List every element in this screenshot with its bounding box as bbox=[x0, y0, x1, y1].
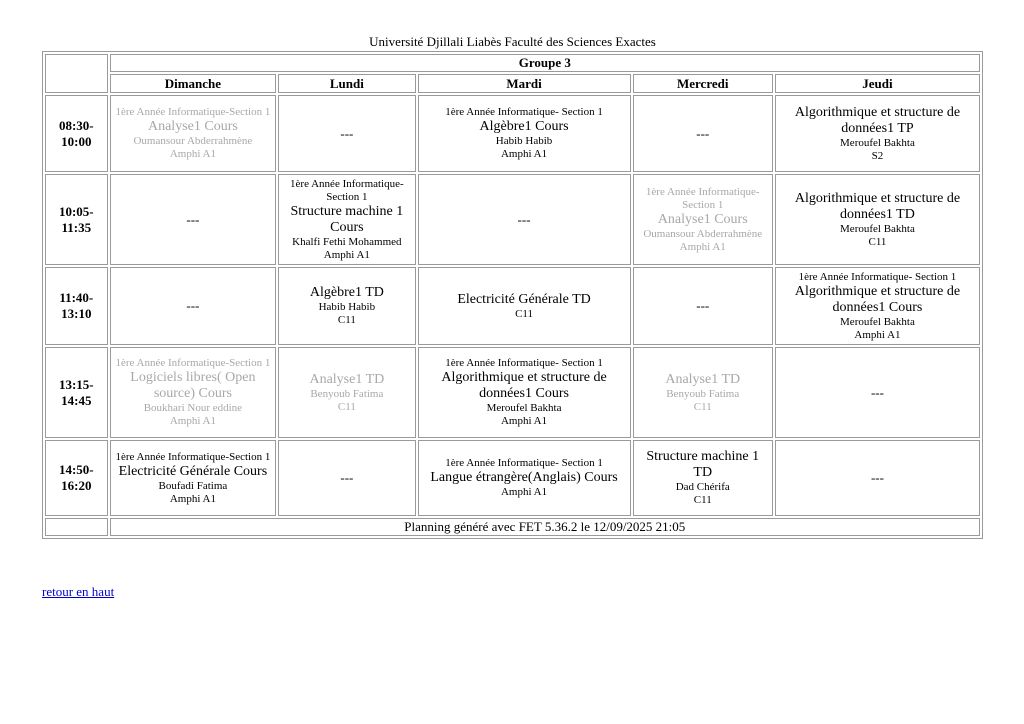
back-to-top-link[interactable]: retour en haut bbox=[42, 584, 115, 599]
teacher-name: Habib Habib bbox=[495, 135, 553, 147]
room-name: Amphi A1 bbox=[500, 415, 548, 427]
room-name: C11 bbox=[337, 400, 356, 413]
course-title: Algorithmique et structure de données1 Cours bbox=[794, 283, 961, 315]
empty-cell: --- bbox=[418, 174, 631, 265]
course-title: Langue étrangère(Anglais) Cours bbox=[430, 470, 618, 485]
course-title: Algèbre1 TD bbox=[309, 285, 384, 300]
room-name: Amphi A1 bbox=[500, 148, 548, 160]
teacher-name: Meroufel Bakhta bbox=[840, 136, 915, 149]
day-header: Mardi bbox=[418, 74, 631, 93]
teacher-name: Boukhari Nour eddine bbox=[143, 402, 243, 414]
timetable-cell bbox=[633, 440, 773, 516]
course-title: Structure machine 1 Cours bbox=[290, 203, 404, 235]
timetable-cell bbox=[278, 347, 415, 438]
class-group: 1ère Année Informatique-Section 1 bbox=[115, 450, 271, 463]
teacher-name: Khalfi Fethi Mohammed bbox=[292, 235, 402, 248]
class-group: 1ère Année Informatique- Section 1 bbox=[445, 457, 603, 469]
time-slot: 11:40-13:10 bbox=[45, 267, 108, 345]
time-slot: 14:50-16:20 bbox=[45, 440, 108, 516]
group-header: Groupe 3 bbox=[110, 54, 980, 72]
course-title: Electricité Générale Cours bbox=[118, 463, 268, 479]
class-group: 1ère Année Informatique-Section 1 bbox=[645, 185, 760, 211]
timetable-cell bbox=[110, 347, 277, 438]
course-title: Algorithmique et structure de données1 TD bbox=[794, 190, 961, 222]
course-title: Algorithmique et structure de données1 Cours bbox=[441, 370, 607, 401]
teacher-name: Oumansour Abderrahmène bbox=[133, 135, 253, 147]
class-group: 1ère Année Informatique- Section 1 bbox=[798, 270, 957, 283]
teacher-name: Oumansour Abderrahmène bbox=[643, 227, 763, 240]
empty-cell: --- bbox=[110, 267, 277, 345]
time-slot: 10:05-11:35 bbox=[45, 174, 108, 265]
room-name: C11 bbox=[693, 494, 712, 506]
room-name: C11 bbox=[515, 307, 533, 320]
teacher-name: Benyoub Fatima bbox=[666, 387, 740, 400]
timetable-cell bbox=[418, 347, 631, 438]
room-name: Amphi A1 bbox=[169, 148, 216, 160]
day-header: Mercredi bbox=[633, 74, 773, 93]
room-name: Amphi A1 bbox=[169, 415, 216, 427]
teacher-name: Meroufel Bakhta bbox=[840, 222, 915, 235]
empty-cell: --- bbox=[110, 174, 277, 265]
timetable-cell bbox=[775, 267, 980, 345]
time-slot: 08:30-10:00 bbox=[45, 95, 108, 172]
class-group: 1ère Année Informatique-Section 1 bbox=[290, 177, 404, 203]
class-group: 1ère Année Informatique- Section 1 bbox=[445, 357, 603, 369]
empty-cell: --- bbox=[278, 440, 415, 516]
timetable-cell bbox=[278, 174, 415, 265]
room-name: Amphi A1 bbox=[679, 240, 726, 253]
timetable-cell bbox=[775, 174, 980, 265]
footer-corner-cell bbox=[45, 518, 108, 536]
course-title: Structure machine 1 TD bbox=[646, 449, 760, 480]
timetable bbox=[42, 51, 983, 539]
generated-by-footer: Planning généré avec FET 5.36.2 le 12/09/2025 21:05 bbox=[110, 518, 980, 536]
timetable-cell bbox=[110, 95, 277, 172]
course-title: Electricité Générale TD bbox=[457, 291, 591, 307]
class-group: 1ère Année Informatique-Section 1 bbox=[115, 106, 271, 118]
class-group: 1ère Année Informatique-Section 1 bbox=[115, 357, 271, 369]
day-header: Lundi bbox=[278, 74, 415, 93]
empty-cell: --- bbox=[633, 267, 773, 345]
empty-cell: --- bbox=[775, 440, 980, 516]
room-name: Amphi A1 bbox=[169, 492, 216, 505]
room-name: Amphi A1 bbox=[500, 486, 548, 498]
timetable-cell bbox=[418, 440, 631, 516]
teacher-name: Dad Chérifa bbox=[675, 481, 730, 493]
room-name: C11 bbox=[337, 314, 356, 326]
class-group: 1ère Année Informatique- Section 1 bbox=[445, 106, 603, 118]
course-title: Analyse1 Cours bbox=[147, 119, 238, 134]
teacher-name: Meroufel Bakhta bbox=[840, 315, 915, 328]
course-title: Analyse1 TD bbox=[309, 371, 385, 387]
timetable-cell bbox=[418, 95, 631, 172]
empty-cell: --- bbox=[775, 347, 980, 438]
timetable-cell bbox=[418, 267, 631, 345]
timetable-cell bbox=[110, 440, 277, 516]
course-title: Algorithmique et structure de données1 TP bbox=[794, 104, 961, 136]
course-title: Algèbre1 Cours bbox=[479, 119, 569, 134]
timetable-cell bbox=[633, 174, 773, 265]
course-title: Analyse1 Cours bbox=[657, 211, 748, 227]
empty-cell: --- bbox=[633, 95, 773, 172]
teacher-name: Benyoub Fatima bbox=[310, 387, 384, 400]
room-name: Amphi A1 bbox=[323, 248, 370, 261]
room-name: Amphi A1 bbox=[854, 328, 901, 341]
room-name: C11 bbox=[868, 235, 887, 248]
room-name: S2 bbox=[871, 149, 884, 162]
teacher-name: Boufadi Fatima bbox=[158, 479, 228, 492]
timetable-cell bbox=[775, 95, 980, 172]
time-slot: 13:15-14:45 bbox=[45, 347, 108, 438]
course-title: Logiciels libres( Open source) Cours bbox=[130, 370, 256, 401]
timetable-cell bbox=[633, 347, 773, 438]
timetable-cell bbox=[278, 267, 415, 345]
teacher-name: Habib Habib bbox=[318, 301, 376, 313]
course-title: Analyse1 TD bbox=[665, 371, 741, 387]
empty-cell: --- bbox=[278, 95, 415, 172]
day-header: Dimanche bbox=[110, 74, 277, 93]
room-name: C11 bbox=[693, 400, 712, 413]
day-header: Jeudi bbox=[775, 74, 980, 93]
corner-cell bbox=[45, 54, 108, 93]
table-caption: Université Djillali Liabès Faculté des Sciences Exactes bbox=[369, 34, 656, 49]
teacher-name: Meroufel Bakhta bbox=[486, 402, 562, 414]
